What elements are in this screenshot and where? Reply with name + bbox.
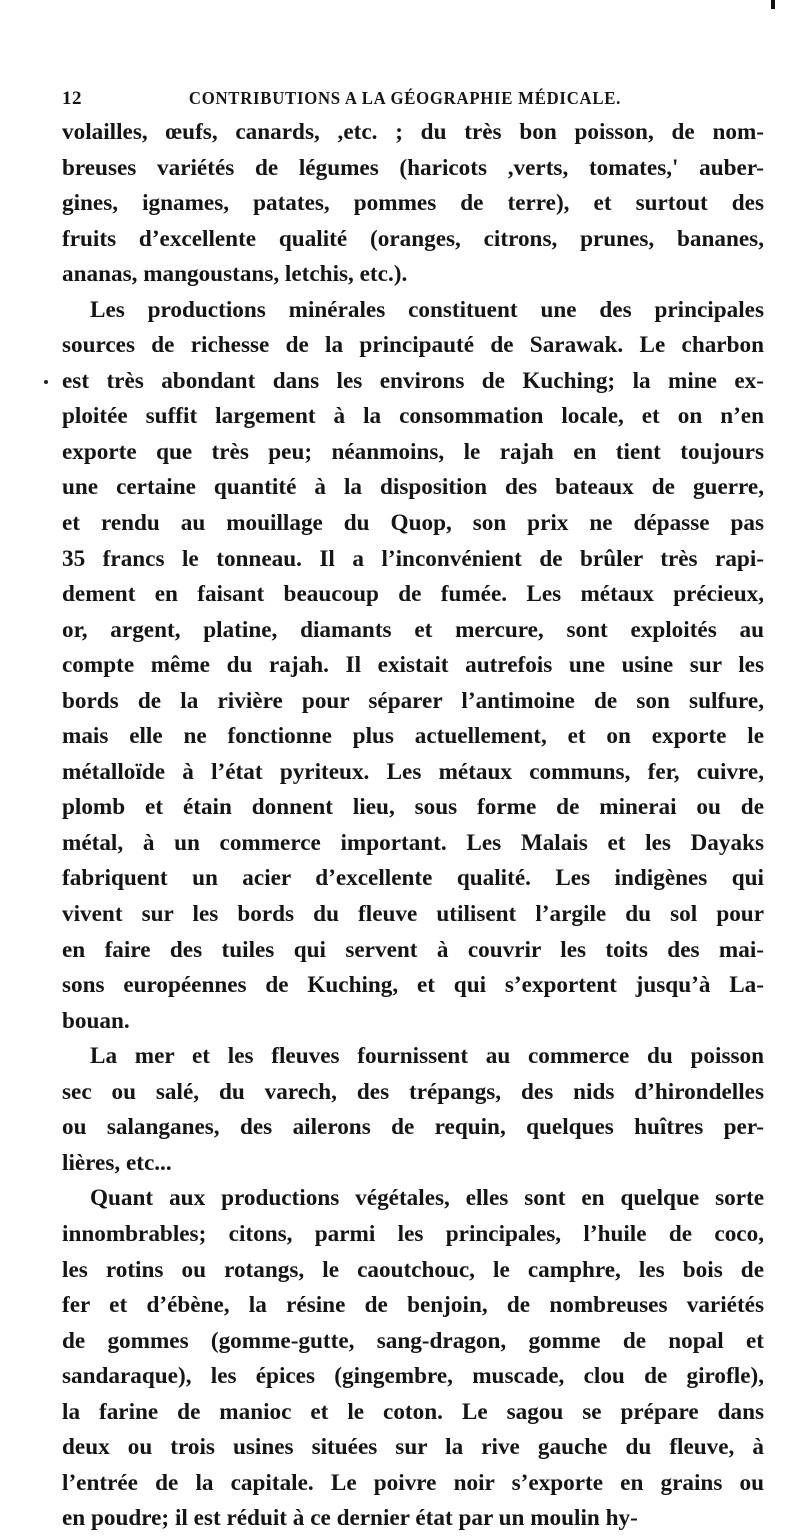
- text-line: ploitée suffit largement à la consommation locale, et on n’en: [62, 403, 764, 430]
- text-line: mais elle ne fonctionne plus actuellement, et on exporte le: [62, 723, 764, 750]
- top-edge-mark: [771, 0, 775, 9]
- text-line: fer et d’ébène, la résine de benjoin, de nombreuses variétés: [62, 1292, 764, 1319]
- text-line: deux ou trois usines situées sur la rive gauche du fleuve, à: [62, 1434, 764, 1461]
- text-line: ou salanganes, des ailerons de requin, quelques huîtres per-: [62, 1114, 764, 1141]
- paragraph: [62, 1181, 764, 1536]
- text-line: or, argent, platine, diamants et mercure, sont exploités au: [62, 616, 764, 643]
- text-line: Les productions minérales constituent une des principales: [90, 296, 764, 323]
- text-line: Quant aux productions végétales, elles sont en quelque sorte: [90, 1185, 764, 1212]
- text-line: métalloïde à l’état pyriteux. Les métaux communs, fer, cuivre,: [62, 758, 764, 785]
- text-line: les rotins ou rotangs, le caoutchouc, le camphre, les bois de: [62, 1256, 764, 1283]
- text-line: une certaine quantité à la disposition des bateaux de guerre,: [62, 474, 764, 501]
- paragraph: [62, 293, 764, 1039]
- text-line: sources de richesse de la principauté de Sarawak. Le charbon: [62, 332, 764, 359]
- text-line: ananas, mangoustans, letchis, etc.).: [62, 261, 408, 288]
- text-line: 35 francs le tonneau. Il a l’inconvénient de brûler très rapi-: [62, 545, 764, 572]
- text-line: exporte que très peu; néanmoins, le rajah en tient toujours: [62, 438, 764, 465]
- text-line: bords de la rivière pour séparer l’antimoine de son sulfure,: [62, 687, 764, 714]
- page-header: [62, 88, 748, 114]
- text-line: innombrables; citons, parmi les principales, l’huile de coco,: [62, 1220, 764, 1247]
- paragraph: [62, 115, 764, 293]
- text-line: gines, ignames, patates, pommes de terre), et surtout des: [62, 190, 764, 217]
- text-line: sandaraque), les épices (gingembre, muscade, clou de girofle),: [62, 1363, 764, 1390]
- text-line: vivent sur les bords du fleuve utilisent l’argile du sol pour: [62, 901, 764, 928]
- text-line: métal, à un commerce important. Les Malais et les Dayaks: [62, 829, 764, 856]
- paragraph: [62, 1039, 764, 1181]
- margin-mark: [44, 380, 48, 384]
- running-title: CONTRIBUTIONS A LA GÉOGRAPHIE MÉDICALE.: [188, 88, 622, 108]
- page-number: 12: [62, 88, 82, 109]
- text-line: fruits d’excellente qualité (oranges, citrons, prunes, bananes,: [62, 225, 764, 252]
- text-line: la farine de manioc et le coton. Le sagou se prépare dans: [62, 1398, 764, 1425]
- text-line: volailles, œufs, canards, ,etc. ; du très bon poisson, de nom-: [62, 119, 764, 145]
- text-line: compte même du rajah. Il existait autrefois une usine sur les: [62, 652, 764, 679]
- text-line: lières, etc...: [62, 1149, 172, 1176]
- text-line: breuses variétés de légumes (haricots ,verts, tomates,' auber-: [62, 154, 764, 181]
- text-line: fabriquent un acier d’excellente qualité. Les indigènes qui: [62, 865, 764, 892]
- text-line: bouan.: [62, 1007, 130, 1034]
- text-line: sec ou salé, du varech, des trépangs, des nids d’hirondelles: [62, 1078, 764, 1105]
- text-line: en poudre; il est réduit à ce dernier état par un moulin hy-: [62, 1505, 638, 1532]
- text-line: l’entrée de la capitale. Le poivre noir s’exporte en grains ou: [62, 1469, 764, 1496]
- text-line: et rendu au mouillage du Quop, son prix ne dépasse pas: [62, 510, 764, 537]
- text-line: de gommes (gomme-gutte, sang-dragon, gomme de nopal et: [62, 1327, 764, 1354]
- text-line: plomb et étain donnent lieu, sous forme de minerai ou de: [62, 794, 764, 821]
- text-line: La mer et les fleuves fournissent au commerce du poisson: [90, 1043, 764, 1070]
- text-line: est très abondant dans les environs de Kuching; la mine ex-: [62, 367, 764, 394]
- text-line: dement en faisant beaucoup de fumée. Les métaux précieux,: [62, 581, 764, 608]
- body-text: [62, 115, 764, 1537]
- text-line: sons européennes de Kuching, et qui s’exportent jusqu’à La-: [62, 972, 764, 999]
- text-line: en faire des tuiles qui servent à couvrir les toits des mai-: [62, 936, 764, 963]
